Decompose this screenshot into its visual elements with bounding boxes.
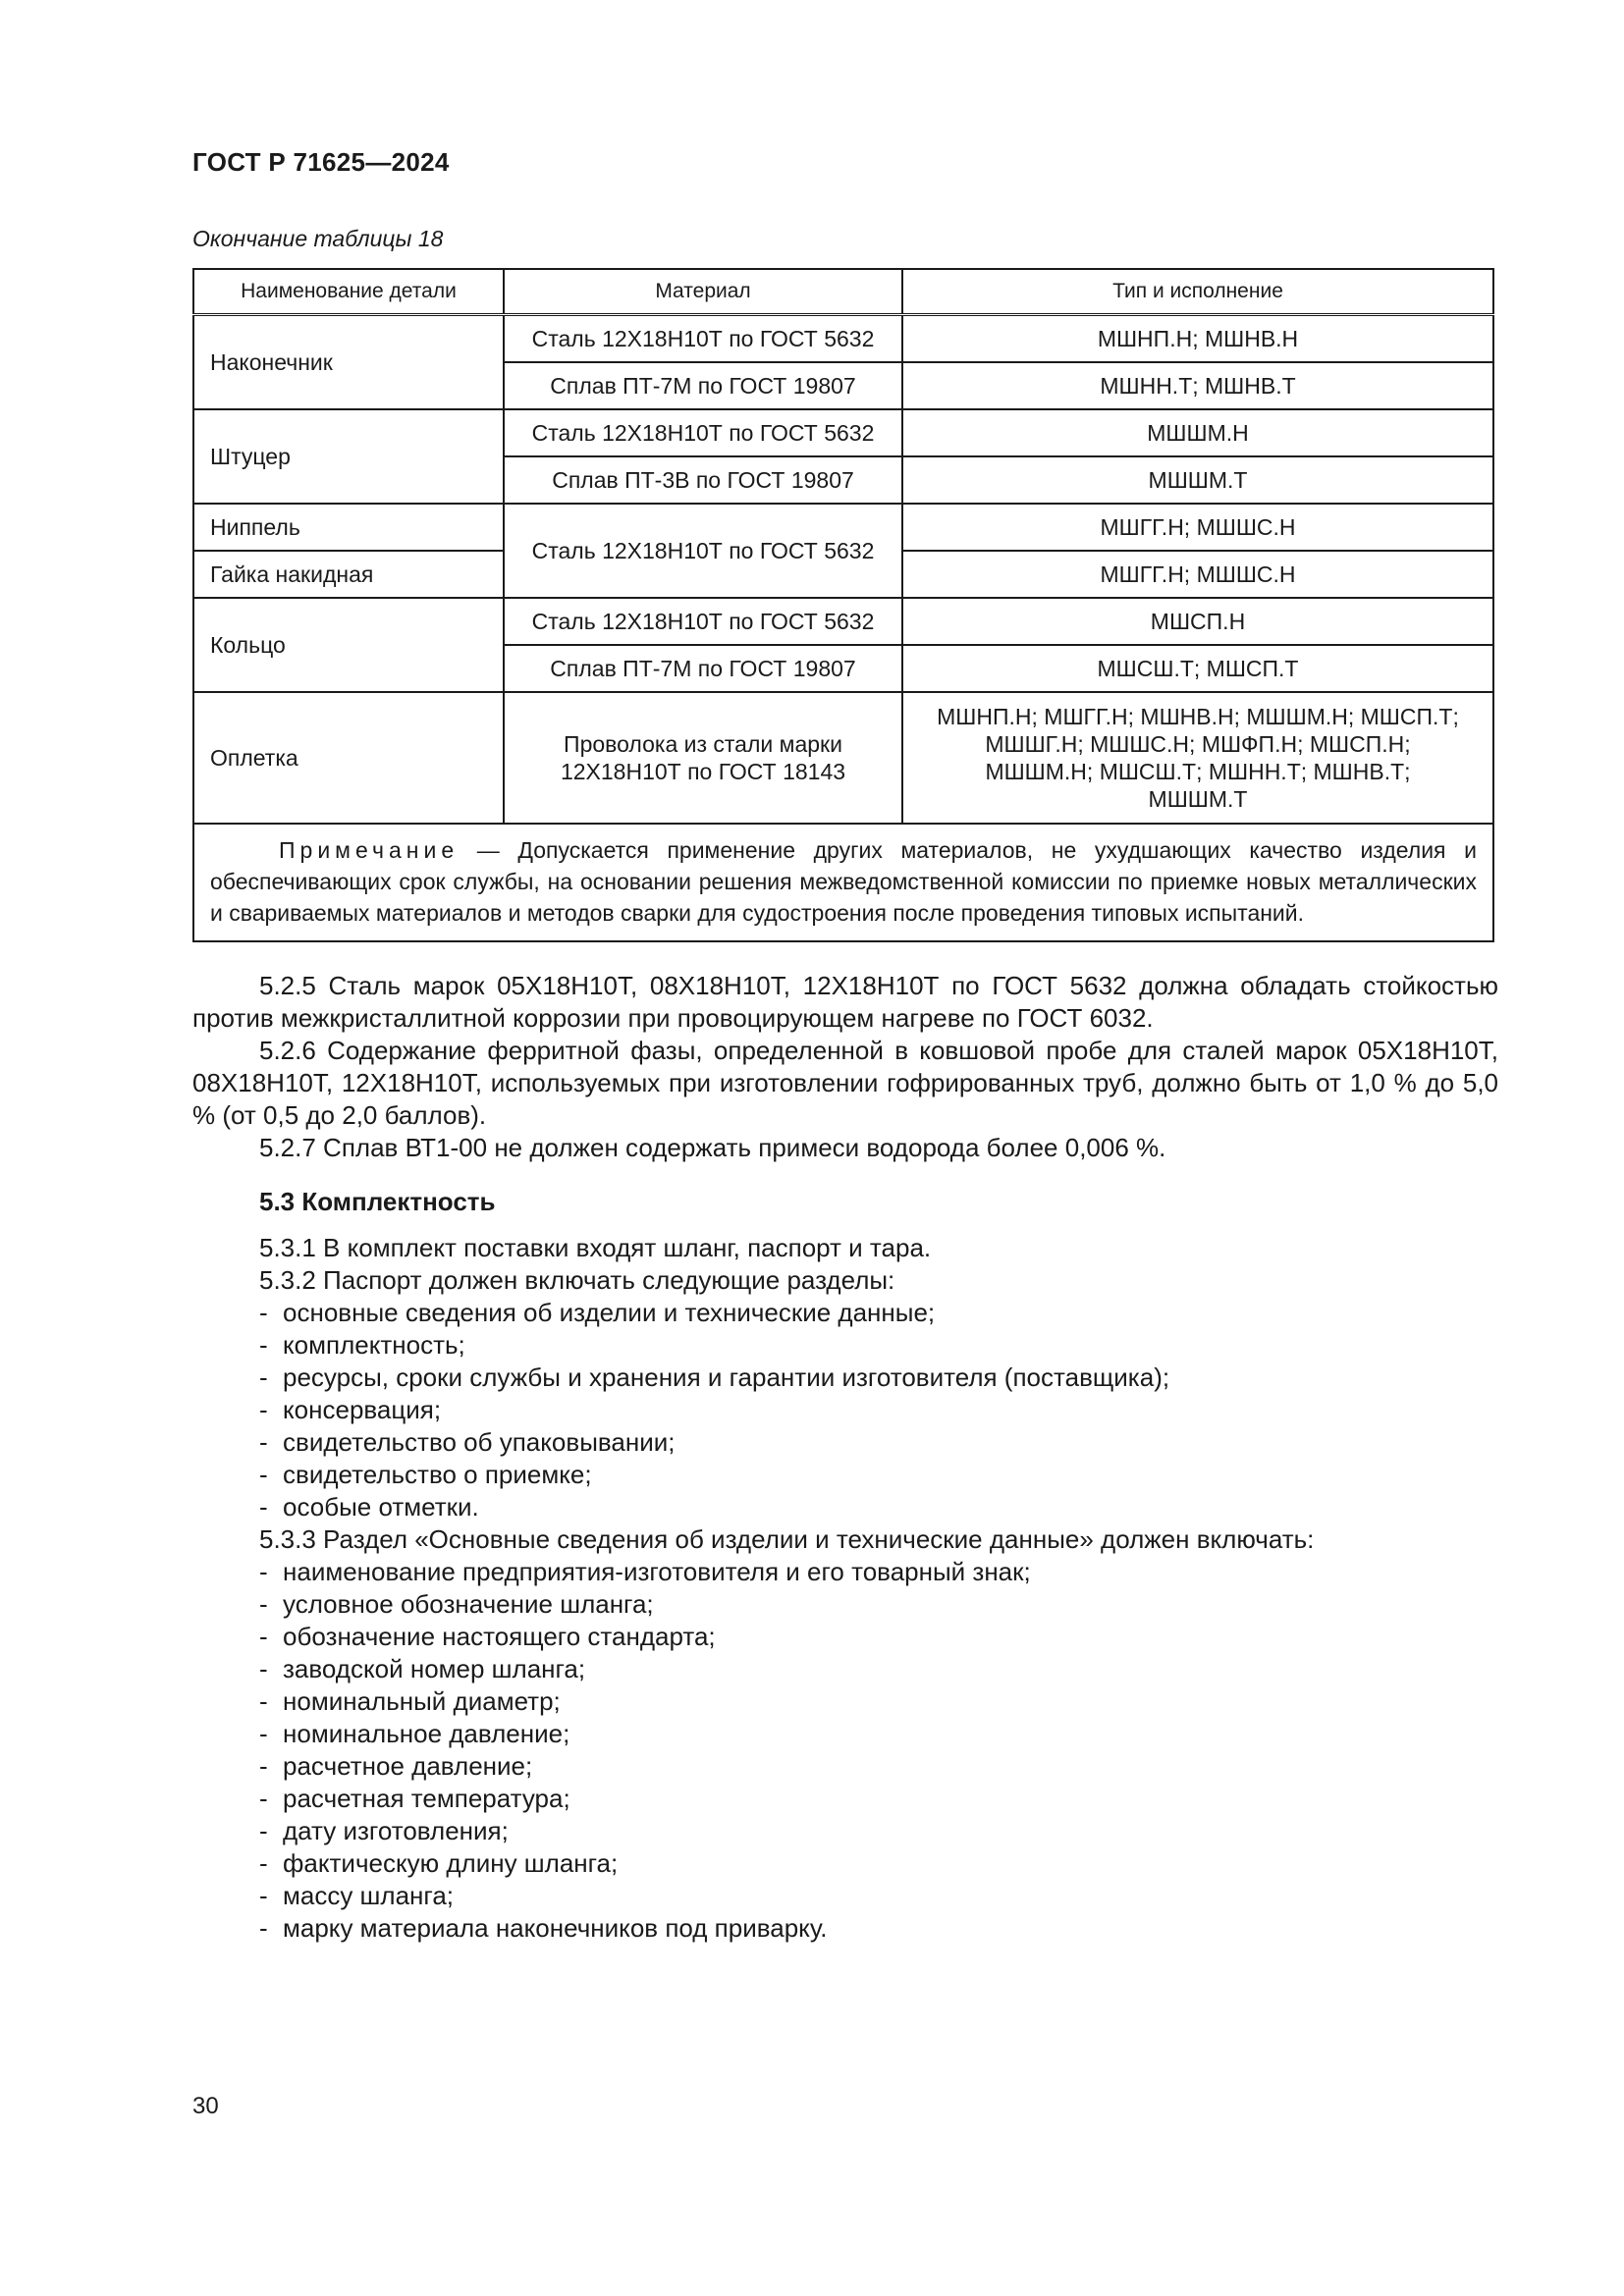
list-dash: - xyxy=(259,1427,268,1457)
type-cell: МШГГ.Н; МШШС.Н xyxy=(902,551,1493,598)
list-item: - дату изготовления; xyxy=(259,1816,509,1845)
material-line: Проволока из стали марки xyxy=(564,731,842,757)
type-line: МШШМ.Н; МШСШ.Т; МШНН.Т; МШНВ.Т; xyxy=(985,759,1411,784)
material-cell: Сплав ПТ-7М по ГОСТ 19807 xyxy=(504,362,902,409)
list-item: - расчетная температура; xyxy=(259,1784,570,1813)
note-label: Примечание xyxy=(279,837,460,863)
list-dash: - xyxy=(259,1751,268,1781)
paragraph-5-2-5: 5.2.5 Сталь марок 05Х18Н10Т, 08Х18Н10Т, 12Х18Н10Т по ГОСТ 5632 должна обладать стойкостью против межкристаллитной коррозии при провоцирующем нагреве по ГОСТ 6032. xyxy=(192,971,1498,1033)
table-header-row xyxy=(193,269,1493,315)
list-5-3-3 xyxy=(192,1556,1498,1945)
paragraph-5-3-3: 5.3.3 Раздел «Основные сведения об изделии и технические данные» должен включать: xyxy=(259,1524,1315,1554)
material-cell: Сталь 12Х18Н10Т по ГОСТ 5632 xyxy=(504,315,902,363)
type-cell: МШСШ.Т; МШСП.Т xyxy=(902,645,1493,692)
type-cell: МШШМ.Н xyxy=(902,409,1493,456)
type-line: МШНП.Н; МШГГ.Н; МШНВ.Н; МШШМ.Н; МШСП.Т; xyxy=(937,704,1459,729)
part-name-opletka: Оплетка xyxy=(193,692,504,824)
type-cell: МШСП.Н xyxy=(902,598,1493,645)
list-item: - массу шланга; xyxy=(259,1881,455,1910)
list-item: - фактическую длину шланга; xyxy=(259,1848,619,1878)
list-dash: - xyxy=(259,1557,268,1586)
list-item: - основные сведения об изделии и технические данные; xyxy=(259,1298,936,1327)
list-dash: - xyxy=(259,1330,268,1360)
type-line: МШШМ.Т xyxy=(1148,786,1248,812)
column-header-material: Материал xyxy=(504,269,902,315)
list-dash: - xyxy=(259,1298,268,1327)
list-item: - наименование предприятия-изготовителя и его товарный знак; xyxy=(259,1557,1031,1586)
part-name-nippel: Ниппель xyxy=(193,504,504,551)
table-note-row xyxy=(193,824,1493,941)
list-dash: - xyxy=(259,1395,268,1424)
table-note xyxy=(193,824,1493,941)
list-item: - обозначение настоящего стандарта; xyxy=(259,1622,716,1651)
paragraph-5-2-7: 5.2.7 Сплав ВТ1-00 не должен содержать примеси водорода более 0,006 %. xyxy=(259,1133,1166,1162)
paragraph-5-3-2: 5.3.2 Паспорт должен включать следующие разделы: xyxy=(259,1265,895,1295)
table-row xyxy=(193,409,1493,456)
type-cell: МШНН.Т; МШНВ.Т xyxy=(902,362,1493,409)
list-dash: - xyxy=(259,1589,268,1619)
paragraph-5-3-1: 5.3.1 В комплект поставки входят шланг, паспорт и тара. xyxy=(259,1233,932,1262)
list-dash: - xyxy=(259,1719,268,1748)
type-cell xyxy=(902,692,1493,824)
list-dash: - xyxy=(259,1816,268,1845)
list-dash: - xyxy=(259,1460,268,1489)
list-dash: - xyxy=(259,1492,268,1522)
list-item: - расчетное давление; xyxy=(259,1751,533,1781)
table-row xyxy=(193,692,1493,824)
list-item: - свидетельство о приемке; xyxy=(259,1460,592,1489)
type-cell: МШШМ.Т xyxy=(902,456,1493,504)
list-dash: - xyxy=(259,1881,268,1910)
list-dash: - xyxy=(259,1784,268,1813)
material-cell: Сплав ПТ-7М по ГОСТ 19807 xyxy=(504,645,902,692)
list-5-3-2 xyxy=(192,1297,1498,1523)
document-code: ГОСТ Р 71625—2024 xyxy=(192,147,450,177)
column-header-part-name: Наименование детали xyxy=(193,269,504,315)
part-name-nakonechnik: Наконечник xyxy=(193,315,504,410)
list-dash: - xyxy=(259,1622,268,1651)
table-row xyxy=(193,315,1493,363)
section-heading-5-3: 5.3 Комплектность xyxy=(259,1187,496,1216)
list-item: - свидетельство об упаковывании; xyxy=(259,1427,676,1457)
material-line: 12Х18Н10Т по ГОСТ 18143 xyxy=(560,759,846,784)
body-text xyxy=(192,970,1498,1945)
type-cell: МШГГ.Н; МШШС.Н xyxy=(902,504,1493,551)
list-dash: - xyxy=(259,1686,268,1716)
note-text: — Допускается применение других материалов, не ухудшающих качество изделия и обеспечивающих срок службы, на основании решения межведомственной комиссии по приемке новых металлических и свариваемых материалов и методов сварки для судостроения после проведения типовых испытаний. xyxy=(210,837,1477,926)
list-item: - консервация; xyxy=(259,1395,442,1424)
list-item: - номинальный диаметр; xyxy=(259,1686,561,1716)
paragraph-5-2-6: 5.2.6 Содержание ферритной фазы, определенной в ковшовой пробе для сталей марок 05Х18Н10Т, 08Х18Н10Т, 12Х18Н10Т, используемых при изготовлении гофрированных труб, должно быть от 1,0 % до 5,0 % (от 0,5 до 2,0 баллов). xyxy=(192,1036,1498,1130)
column-header-type: Тип и исполнение xyxy=(902,269,1493,315)
list-item: - условное обозначение шланга; xyxy=(259,1589,654,1619)
list-dash: - xyxy=(259,1848,268,1878)
list-item: - марку материала наконечников под приварку. xyxy=(259,1913,828,1943)
material-cell: Сталь 12Х18Н10Т по ГОСТ 5632 xyxy=(504,409,902,456)
material-cell: Сталь 12Х18Н10Т по ГОСТ 5632 xyxy=(504,504,902,598)
table-row xyxy=(193,504,1493,551)
page-number: 30 xyxy=(192,2093,219,2119)
materials-table xyxy=(192,268,1494,942)
list-dash: - xyxy=(259,1913,268,1943)
list-item: - номинальное давление; xyxy=(259,1719,570,1748)
list-item: - комплектность; xyxy=(259,1330,465,1360)
list-item: - заводской номер шланга; xyxy=(259,1654,586,1683)
part-name-gaika: Гайка накидная xyxy=(193,551,504,598)
material-cell: Сплав ПТ-3В по ГОСТ 19807 xyxy=(504,456,902,504)
table-row xyxy=(193,598,1493,645)
material-cell xyxy=(504,692,902,824)
type-cell: МШНП.Н; МШНВ.Н xyxy=(902,315,1493,363)
table-caption: Окончание таблицы 18 xyxy=(192,226,444,251)
part-name-shtutser: Штуцер xyxy=(193,409,504,504)
list-dash: - xyxy=(259,1362,268,1392)
list-item: - особые отметки. xyxy=(259,1492,479,1522)
list-item: - ресурсы, сроки службы и хранения и гарантии изготовителя (поставщика); xyxy=(259,1362,1170,1392)
material-cell: Сталь 12Х18Н10Т по ГОСТ 5632 xyxy=(504,598,902,645)
list-dash: - xyxy=(259,1654,268,1683)
type-line: МШШГ.Н; МШШС.Н; МШФП.Н; МШСП.Н; xyxy=(985,731,1411,757)
part-name-koltso: Кольцо xyxy=(193,598,504,692)
